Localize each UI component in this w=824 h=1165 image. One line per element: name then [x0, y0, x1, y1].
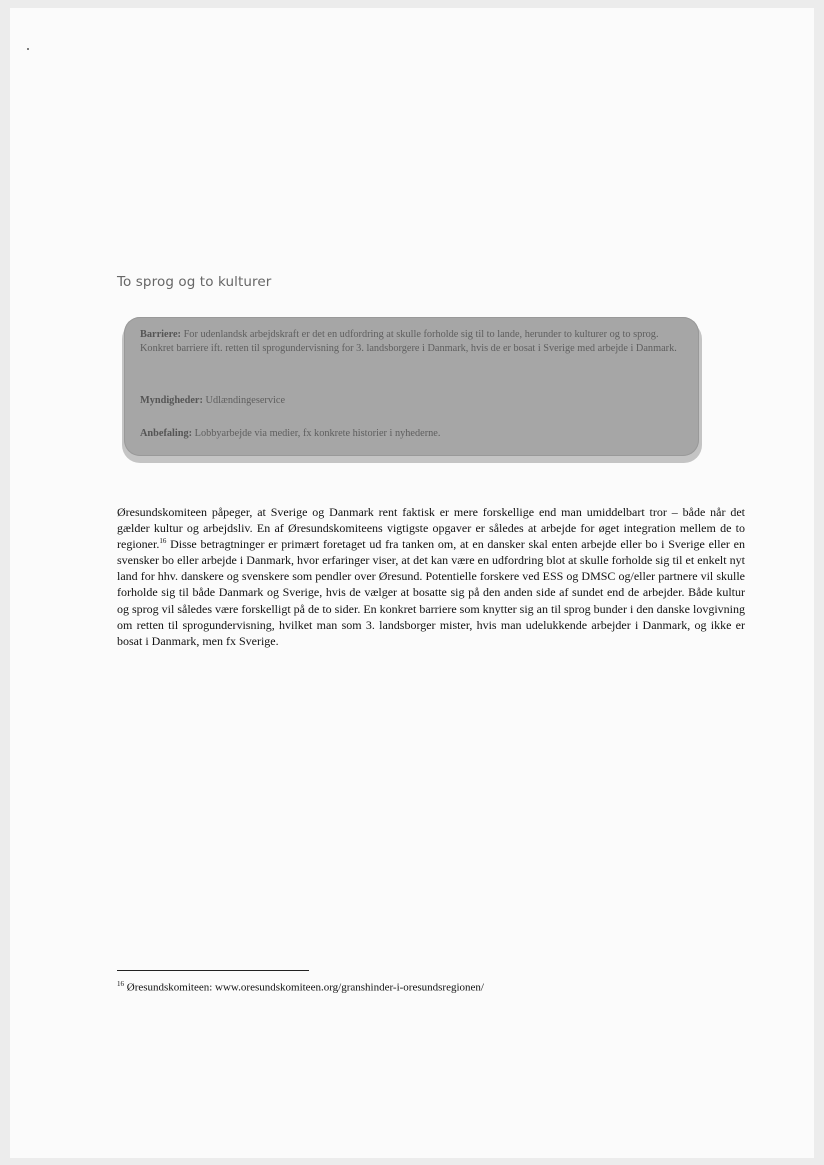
barriere-paragraph [140, 328, 685, 355]
myndigheder-label: Myndigheder: [140, 395, 203, 406]
myndigheder-text: Udlændingeservice [205, 395, 286, 406]
anbefaling-text: Lobbyarbejde via medier, fx konkrete historier i nyhederne. [194, 428, 441, 439]
anbefaling-label: Anbefaling: [140, 428, 193, 439]
footnote [117, 980, 484, 994]
body-text-part1: Øresundskomiteen påpeger, at Sverige og Danmark rent faktisk er mere forskellige end man umiddelbart tror – både når det gælder kultur og arbejdsliv. En af Øresundskomiteens vigtigste opgaver er således at arbejde for øget integration mellem de to regioner. [117, 505, 745, 552]
footnote-reference[interactable]: 16 [159, 537, 167, 546]
anbefaling-paragraph [140, 427, 685, 441]
barriere-text: For udenlandsk arbejdskraft er det en udfordring at skulle forholde sig til to lande, herunder to kulturer og to sprog. Konkret barriere ift. retten til sprogundervisning for 3. landsborgere i Danmark, hvis de er bosat i Sverige med arbejde i Danmark. [140, 329, 677, 354]
barrier-callout-box [124, 317, 699, 456]
footnote-number: 16 [117, 980, 124, 988]
barriere-label: Barriere: [140, 329, 181, 340]
body-text-part2: Disse betragtninger er primært foretaget ud fra tanken om, at en dansker skal enten arbejde eller bo i Sverige eller en svensker bo eller arbejde i Danmark, hvor erfaringer viser, at det kan være en udfordring blot at skulle forholde sig til et enkelt nyt land for hhv. danskere og svenskere som pendler over Øresund. Potentielle forskere ved ESS og DMSC og/eller partnere vil skulle forholde sig til både Danmark og Sverige, hvis de vælger at bosatte sig på den anden side af sundet end de arbejder. Både kultur og sprog vil således være forskelligt på de to sider. En konkret barriere som knytter sig an til sprog bunder i den danske lovgivning om retten til sprogundervisning, hvilket man som 3. landsborger mister, hvis man udelukkende arbejder i Danmark, og ikke er bosat i Danmark, men fx Sverige. [117, 537, 745, 648]
footnote-text: Øresundskomiteen: www.oresundskomiteen.org/granshinder-i-oresundsregionen/ [124, 981, 484, 994]
footnote-divider [117, 970, 309, 971]
body-paragraph [117, 504, 745, 649]
myndigheder-paragraph [140, 394, 685, 408]
scan-speck [27, 48, 29, 50]
section-heading: To sprog og to kulturer [117, 274, 272, 290]
document-page [10, 8, 814, 1158]
